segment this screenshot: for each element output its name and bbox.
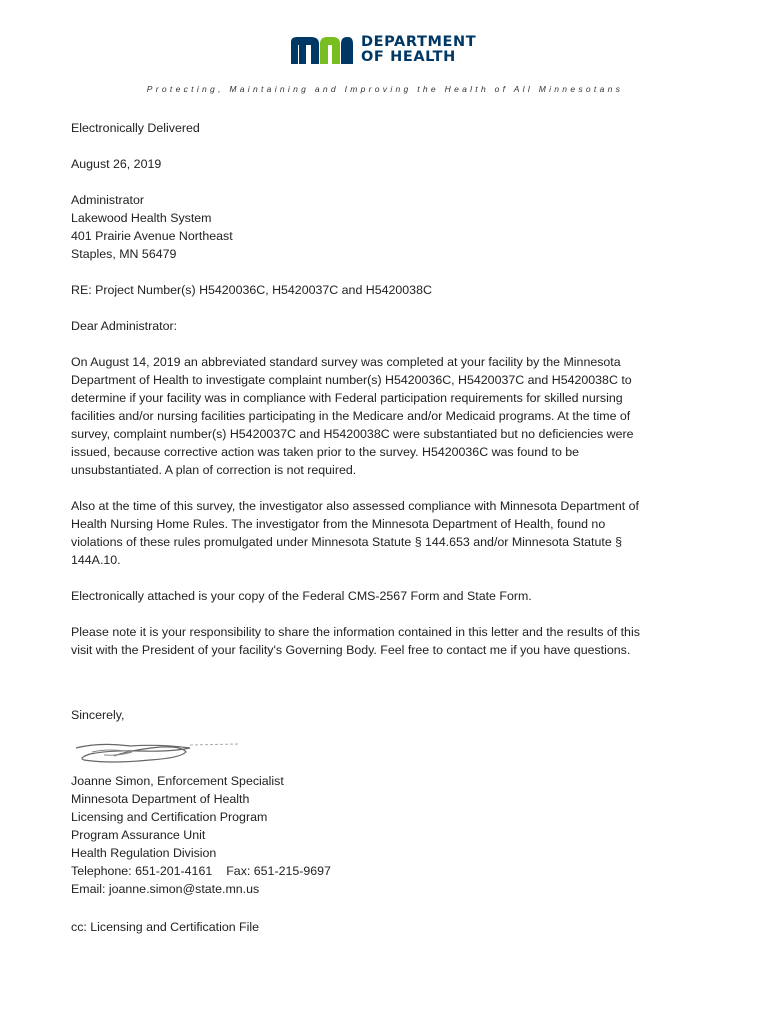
signer-org: Minnesota Department of Health bbox=[71, 792, 250, 806]
text-line: 144A.10. bbox=[71, 553, 121, 567]
re-line: RE: Project Number(s) H5420036C, H5420037C and H5420038C bbox=[71, 283, 432, 297]
telephone: Telephone: 651-201-4161 bbox=[71, 864, 213, 878]
paragraph-attachment: Electronically attached is your copy of the Federal CMS-2567 Form and State Form. bbox=[71, 589, 532, 603]
address-line: Staples, MN 56479 bbox=[71, 247, 177, 261]
paragraph-responsibility bbox=[71, 623, 691, 659]
paragraph-state-rules bbox=[71, 497, 691, 569]
tagline: Protecting, Maintaining and Improving the Health of All Minnesotans bbox=[146, 84, 624, 94]
text-line: visit with the President of your facility's Governing Body. Feel free to contact me if you have questions. bbox=[71, 643, 631, 657]
text-line: unsubstantiated. A plan of correction is not required. bbox=[71, 463, 357, 477]
closing: Sincerely, bbox=[71, 708, 125, 722]
salutation: Dear Administrator: bbox=[71, 319, 178, 333]
text-line: Department of Health to investigate complaint number(s) H5420036C, H5420037C and H5420038C to bbox=[71, 373, 632, 387]
logo-line-1: DEPARTMENT bbox=[361, 34, 477, 50]
paragraph-survey bbox=[71, 353, 691, 479]
letter-date: August 26, 2019 bbox=[71, 157, 162, 171]
signer-program: Licensing and Certification Program bbox=[71, 810, 268, 824]
text-line: facilities and/or nursing facilities participating in the Medicare and/or Medicaid programs. At the time of bbox=[71, 409, 631, 423]
recipient-address bbox=[71, 191, 691, 263]
contact-email: Email: joanne.simon@state.mn.us bbox=[71, 882, 260, 896]
letter-body bbox=[71, 119, 691, 677]
text-line: determine if your facility was in compliance with Federal participation requirements for skilled nursing bbox=[71, 391, 623, 405]
logo-line-2: OF HEALTH bbox=[361, 49, 456, 65]
mdh-logo bbox=[289, 34, 489, 70]
cc-line: cc: Licensing and Certification File bbox=[71, 920, 260, 934]
text-line: Also at the time of this survey, the investigator also assessed compliance with Minnesota Department of bbox=[71, 499, 639, 513]
contact-phone-fax bbox=[71, 862, 331, 880]
signer-division: Health Regulation Division bbox=[71, 846, 217, 860]
mn-logo-mark-icon bbox=[289, 34, 355, 66]
text-line: violations of these rules promulgated under Minnesota Statute § 144.653 and/or Minnesota Statute § bbox=[71, 535, 623, 549]
address-line: Lakewood Health System bbox=[71, 211, 212, 225]
signer-unit: Program Assurance Unit bbox=[71, 828, 206, 842]
text-line: survey, complaint number(s) H5420037C and H5420038C were substantiated but no deficiencies were bbox=[71, 427, 634, 441]
text-line: On August 14, 2019 an abbreviated standard survey was completed at your facility by the Minnesota bbox=[71, 355, 621, 369]
logo-wordmark bbox=[361, 35, 476, 65]
address-line: Administrator bbox=[71, 193, 144, 207]
fax: Fax: 651-215-9697 bbox=[226, 864, 331, 878]
text-line: Health Nursing Home Rules. The investigator from the Minnesota Department of Health, found no bbox=[71, 517, 606, 531]
text-line: Please note it is your responsibility to share the information contained in this letter and the results of this bbox=[71, 625, 640, 639]
signer-name: Joanne Simon, Enforcement Specialist bbox=[71, 774, 284, 788]
text-line: issued, because corrective action was taken prior to the survey. H5420036C was found to be bbox=[71, 445, 580, 459]
delivery-method: Electronically Delivered bbox=[71, 121, 200, 135]
address-line: 401 Prairie Avenue Northeast bbox=[71, 229, 233, 243]
signature-block bbox=[71, 772, 331, 898]
handwritten-signature-icon bbox=[70, 738, 240, 768]
